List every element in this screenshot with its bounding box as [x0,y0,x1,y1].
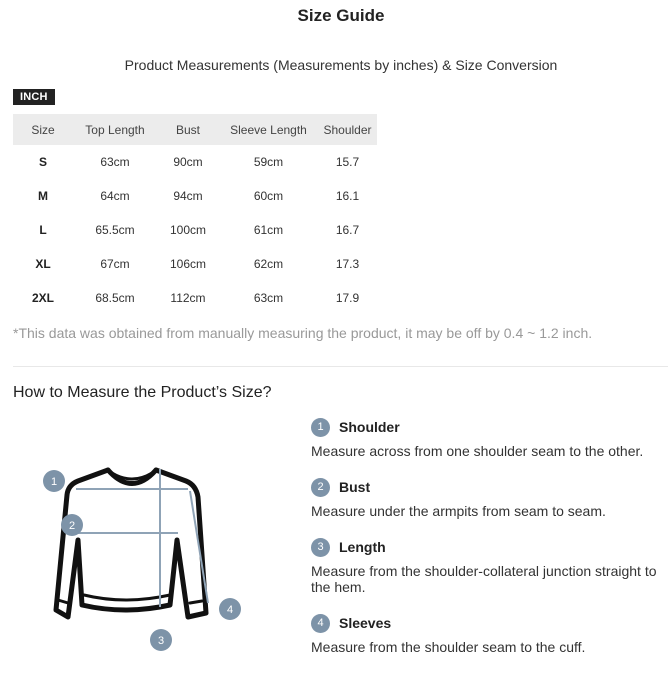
step-number-badge: 1 [311,418,330,437]
table-cell: 63cm [100,155,130,169]
table-cell: 65.5cm [95,223,135,237]
diagram-marker-2 [61,514,83,536]
svg-text:1: 1 [50,476,58,488]
measurement-note: *This data was obtained from manually measuring the product, it may be off by 0.4 ~ 1.2 inch. [13,325,593,341]
size-cell: L [39,223,47,237]
step-title: Bust [339,479,371,495]
page-title: Size Guide [297,6,385,25]
table-cell: 62cm [253,257,284,271]
table-row [13,179,377,213]
table-row [13,247,377,281]
table-cell: 17.9 [335,291,360,305]
table-cell: 67cm [100,257,130,271]
column-header-top-length: Top Length [85,122,145,137]
size-cell: XL [35,257,51,271]
measurement-guide-lines [76,469,208,607]
svg-text:2: 2 [68,520,76,532]
table-cell: 100cm [169,223,207,237]
step-length [311,536,666,595]
column-header-size: Size [31,122,55,137]
diagram-marker-4 [219,598,241,620]
table-cell: 112cm [170,291,206,305]
section-divider [13,366,668,367]
step-number-badge: 2 [311,478,330,497]
column-header-shoulder: Shoulder [323,122,372,137]
step-sleeves [311,612,585,655]
table-cell: 16.7 [335,223,360,237]
size-cell: M [38,189,48,203]
step-description: Measure from the shoulder-collateral junction straight to the hem. [311,563,657,595]
step-description: Measure across from one shoulder seam to the other. [311,443,644,459]
column-header-bust: Bust [175,122,200,137]
step-description: Measure from the shoulder seam to the cuff. [311,639,586,655]
page-subtitle: Product Measurements (Measurements by inches) & Size Conversion [124,57,558,73]
table-cell: 61cm [253,223,284,237]
table-header-row [13,114,377,145]
table-row [13,281,377,315]
table-row [13,145,377,179]
table-cell: 68.5cm [95,291,135,305]
step-shoulder [311,416,643,459]
size-cell: S [38,155,47,169]
table-cell: 94cm [173,189,203,203]
svg-text:4: 4 [226,604,234,616]
size-table [13,114,377,315]
how-to-measure-title: How to Measure the Product’s Size? [13,384,272,401]
column-header-sleeve-length: Sleeve Length [230,122,307,137]
step-description: Measure under the armpits from seam to seam. [311,503,606,519]
diagram-marker-3 [150,629,172,651]
table-cell: 64cm [100,189,130,203]
step-number-badge: 4 [311,614,330,633]
sweatshirt-diagram [30,455,260,665]
table-cell: 60cm [253,189,284,203]
table-row [13,213,377,247]
sweatshirt-outline-icon [56,470,206,617]
step-title: Length [339,539,386,555]
table-cell: 106cm [169,257,207,271]
table-cell: 90cm [173,155,203,169]
table-cell: 15.7 [335,155,360,169]
step-title: Shoulder [339,419,400,435]
step-bust [311,476,606,519]
table-cell: 59cm [253,155,284,169]
table-cell: 63cm [253,291,284,305]
diagram-marker-1 [43,470,65,492]
table-cell: 16.1 [335,189,360,203]
svg-text:3: 3 [157,635,165,647]
table-cell: 17.3 [335,257,360,271]
step-number-badge: 3 [311,538,330,557]
unit-badge: INCH [13,89,55,105]
step-title: Sleeves [339,615,392,631]
size-cell: 2XL [31,291,54,305]
